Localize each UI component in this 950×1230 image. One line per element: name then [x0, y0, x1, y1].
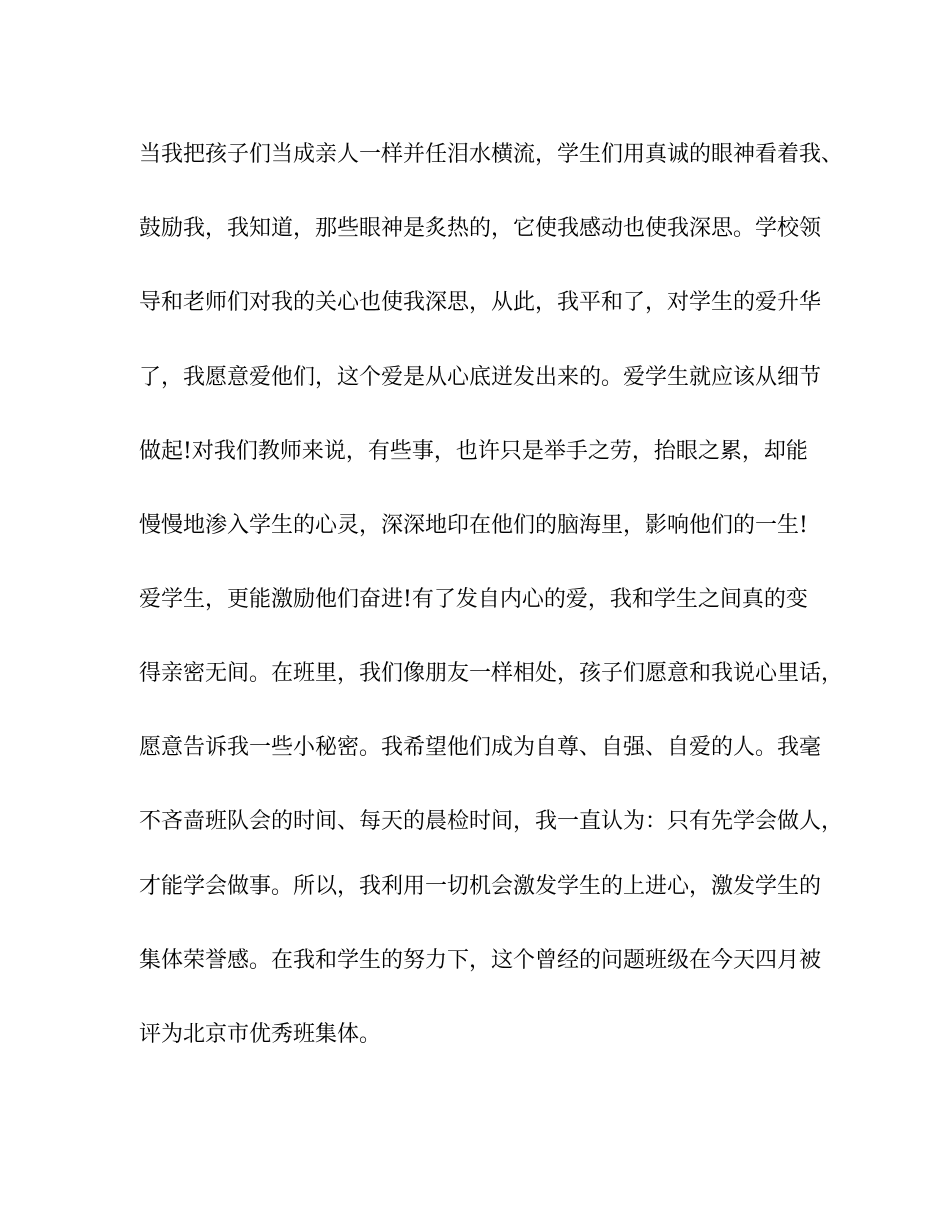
paragraph-line: 鼓励我，我知道，那些眼神是炙热的，它使我感动也使我深思。学校领: [139, 216, 822, 241]
paragraph-line: 得亲密无间。在班里，我们像朋友一样相处，孩子们愿意和我说心里话，: [139, 661, 844, 686]
paragraph-line: 了，我愿意爱他们，这个爱是从心底迸发出来的。爱学生就应该从细节: [139, 365, 822, 390]
paragraph-line: 集体荣誉感。在我和学生的努力下，这个曾经的问题班级在今天四月被: [139, 948, 822, 973]
paragraph-line: 导和老师们对我的关心也使我深思，从此，我平和了，对学生的爱升华: [139, 290, 822, 315]
paragraph-line: 愿意告诉我一些小秘密。我希望他们成为自尊、自强、自爱的人。我毫: [139, 735, 822, 760]
paragraph-line: 当我把孩子们当成亲人一样并任泪水横流，学生们用真诚的眼神看着我、: [139, 142, 844, 167]
paragraph-line: 评为北京市优秀班集体。: [139, 1022, 382, 1047]
paragraph-line: 才能学会做事。所以，我利用一切机会激发学生的上进心，激发学生的: [139, 874, 822, 899]
paragraph-line: 做起!对我们教师来说，有些事，也许只是举手之劳，抬眼之累，却能: [139, 439, 808, 464]
paragraph-line: 慢慢地渗入学生的心灵，深深地印在他们的脑海里，影响他们的一生!: [139, 513, 808, 538]
paragraph-line: 不吝啬班队会的时间、每天的晨检时间，我一直认为：只有先学会做人，: [139, 809, 844, 834]
paragraph-line: 爱学生，更能激励他们奋进!有了发自内心的爱，我和学生之间真的变: [139, 587, 808, 612]
